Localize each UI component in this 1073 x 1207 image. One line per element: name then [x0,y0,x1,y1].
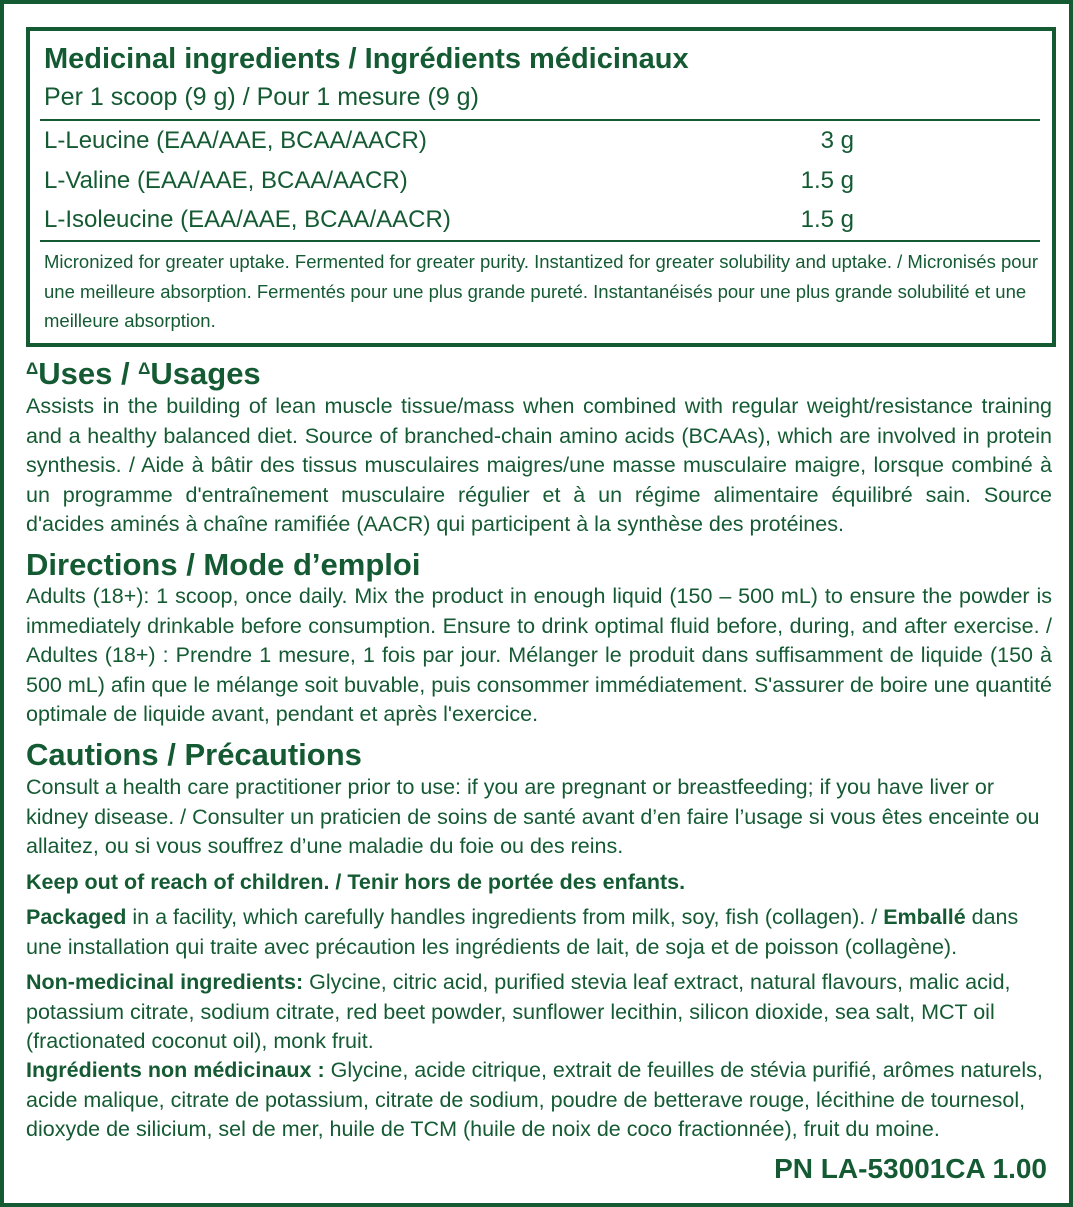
ingredient-amount: 1.5 g [800,206,854,233]
cautions-heading: Cautions / Précautions [26,737,362,772]
ingredient-name: L-Leucine (EAA/AAE, BCAA/AACR) [44,127,427,154]
divider [40,240,1040,242]
delta-marker: Δ [138,359,151,378]
uses-title-fr: Usages [150,356,261,391]
ingredient-row [44,206,1034,240]
directions-text: Adults (18+): 1 scoop, once daily. Mix the product in enough liquid (150 – 500 mL) to ensure the powder is immediately drinkable before consumption. Ensure to drink optimal fluid before, during, and after exercise. / Adultes (18+) : Prendre 1 mesure, 1 fois par jour. Mélanger le produit dans suffisamment de liquide (150 à 500 mL) afin que le mélange soit buvable, puis consommer immédiatement. S'assurer de boire une quantité optimale de liquide avant, pendant et après l'exercice. [26,584,1052,727]
processing-note: Micronized for greater uptake. Fermented for greater purity. Instantized for greater solubility and uptake. / Micronisés pour une meilleure absorption. Fermentés pour une plus grande pureté. Instantanéisés pour une plus grande solubilité et une meilleure absorption. [44,251,1038,331]
uses-heading [26,356,261,392]
packaged-text: in a facility, which carefully handles ingredients from milk, soy, fish (collagen). / [126,905,884,929]
directions-heading: Directions / Mode d’emploi [26,547,421,582]
ingredient-name: L-Valine (EAA/AAE, BCAA/AACR) [44,167,408,194]
delta-marker: Δ [26,359,39,378]
divider [40,119,1040,121]
non-medicinal-fr-text: Glycine, acide citrique, extrait de feuilles de stévia purifié, arômes naturels, acide malique, citrate de potassium, citrate de sodium, poudre de betterave rouge, lécithine de tournesol, dioxyde de silicium, sel de mer, huile de TCM (huile de noix de coco fractionnée), fruit du moine. [26,1058,1043,1142]
ingredient-amount: 1.5 g [800,167,854,194]
packaged-label: Packaged [26,905,127,929]
non-medicinal-fr-label: Ingrédients non médicinaux : [26,1058,325,1082]
part-number: PN LA-53001CA 1.00 [774,1153,1047,1184]
serving-size: Per 1 scoop (9 g) / Pour 1 mesure (9 g) [44,83,479,111]
cautions-text: Consult a health care practitioner prior to use: if you are pregnant or breastfeeding; if you have liver or kidney disease. / Consulter un praticien de soins de santé avant d’en faire l’usage si vous êtes enceinte ou allaitez, ou si vous souffrez d’une maladie du foie ou des reins. [26,775,1040,859]
ingredient-row [44,127,1034,161]
keep-out-warning: Keep out of reach of children. / Tenir hors de portée des enfants. [26,870,686,894]
ingredient-amount: 3 g [820,127,854,154]
non-medicinal-en [26,968,1052,1057]
non-medicinal-fr [26,1056,1052,1145]
non-medicinal-en-text: Glycine, citric acid, purified stevia leaf extract, natural flavours, malic acid, potassium citrate, sodium citrate, red beet powder, sunflower lecithin, silicon dioxide, sea salt, MCT oil (fractionated coconut oil), monk fruit. [26,970,1011,1054]
medicinal-title: Medicinal ingredients / Ingrédients médicinaux [44,43,689,75]
emballe-text: dans une installation qui traite avec précaution les ingrédients de lait, de soja et de poisson (collagène). [26,905,1019,959]
uses-title-en: Uses / [38,356,139,391]
medicinal-ingredients-box [26,27,1056,347]
allergen-statement [26,903,1052,962]
emballe-label: Emballé [883,905,966,929]
uses-text: Assists in the building of lean muscle tissue/mass when combined with regular weight/resistance training and a healthy balanced diet. Source of branched-chain amino acids (BCAAs), which are involved in protein synthesis. / Aide à bâtir des tissus musculaires maigres/une masse musculaire maigre, lorsque combiné à un programme d'entraînement musculaire régulier et à un régime alimentaire équilibré sain. Source d'acides aminés à chaîne ramifiée (AACR) qui participent à la synthèse des protéines. [26,394,1052,537]
ingredient-row [44,167,1034,201]
ingredient-name: L-Isoleucine (EAA/AAE, BCAA/AACR) [44,206,451,233]
non-medicinal-en-label: Non-medicinal ingredients: [26,970,304,994]
